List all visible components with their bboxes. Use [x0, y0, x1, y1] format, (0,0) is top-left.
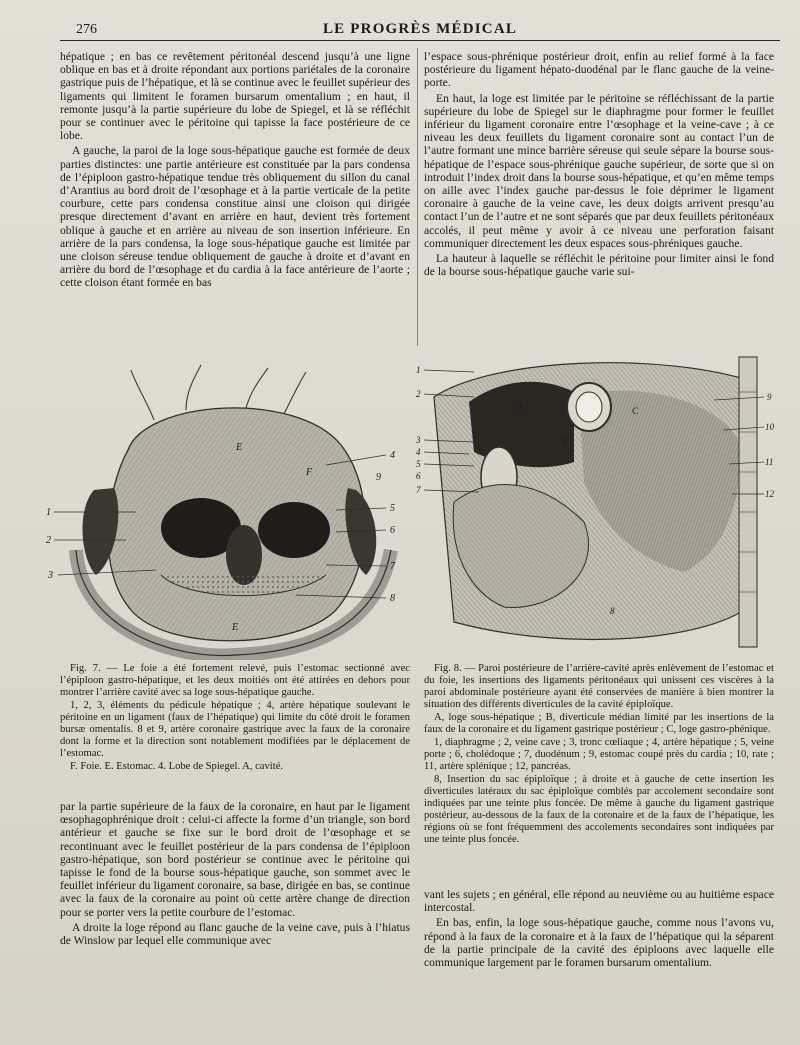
figure-label: A: [268, 512, 275, 523]
figure-label: 3: [416, 435, 421, 445]
caption-paragraph: 1, diaphragme ; 2, veine cave ; 3, tronc cœliaque ; 4, artère hépatique ; 5, veine porte ; 6, cholédoque ; 7, duodénum ; 9, estomac coupé près du cardia ; 10, rate ; 11, artère splénique ; 12, pancréas.: [424, 737, 774, 772]
figure-label: 3: [48, 570, 53, 581]
caption-paragraph: Fig. 7. — Le foie a été fortement relevé, puis l’estomac sectionné avec l’épiploon gastro-hépatique, et les deux moitiés ont été attirées en dehors pour montrer l’arrière cavité avec sa loge sous-hépatique gauche.: [60, 663, 410, 698]
paragraph: par la partie supérieure de la faux de la coronaire, en haut par le ligament œsophagophrénique droit : celui-ci affecte la forme d’un triangle, son bord antérieur et gauche se fixe sur le bord droit de l’œsophage et se recontinuant avec le feuillet postérieur de la pars condensa de l’épiploon gastro-hépatique, son bord postérieur se continue avec le péritoine qui tapisse le fond de la bourse sous-hépatique gauche, son sommet avec le feuillet inférieur du ligament coronaire, sa base, dirigée en bas, se continue avec la faux de la coronaire au point où cette artère change de direction pour se porter vers la petite courbure de l’estomac.: [60, 800, 410, 919]
figure-label: 9: [376, 472, 381, 483]
right-column-bottom: [424, 888, 774, 1040]
figure-label: 6: [416, 471, 421, 481]
figure-8-anatomical-illustration: [414, 352, 784, 654]
left-column-bottom: [60, 800, 410, 1040]
spine-column: [739, 357, 757, 647]
figure-label: 4: [416, 447, 421, 457]
figure-label: 1: [416, 365, 421, 375]
figure-label: 2: [46, 535, 51, 546]
figure-label: 4: [390, 450, 395, 461]
caption-paragraph: F. Foie. E. Estomac. 4. Lobe de Spiegel. A, cavité.: [70, 761, 284, 772]
right-column-top: [424, 50, 774, 343]
figure-label: F: [306, 467, 313, 478]
paragraph: La hauteur à laquelle se réfléchit le péritoine pour limiter ainsi le fond de la bourse sous-hépatique gauche varie sui-: [424, 252, 774, 279]
figure-label: C: [632, 406, 639, 416]
figure-label: 7: [390, 561, 395, 572]
column-divider: [417, 48, 418, 346]
figure-label: 2: [416, 389, 421, 399]
figure-label: 8: [610, 606, 615, 616]
paragraph: En haut, la loge est limitée par le péritoine se réfléchissant de la partie supérieure du lobe de Spiegel sur le diaphragme pour former le feuillet inférieur du ligament coronaire entre l’œsophage et la veine-cave ; à ce niveau les deux feuillets du ligament coronaire sont au contact l’un de l’autre formant une mince barrière séreuse qui seule sépare la bourse sous-hépatique de l’espace sous-phrénique gauche supérieur, de sorte que si on introduit l’index droit dans la bourse sous-hépatique, et qu’en même temps on aille avec l’index gauche par-dessus le foie déprimer le ligament coronaire à gauche de la veine cave, les deux doigts arrivent presqu’au contact l’un de l’autre et ne sont séparés que par deux feuillets péritonéaux accolés, il peut même y avoir à ce niveau une perforation faisant communiquer directement les deux espaces sous-phréniques gauche.: [424, 91, 774, 250]
cavity-dark: [258, 502, 330, 558]
caption-paragraph: 1, 2, 3, éléments du pédicule hépatique ; 4, artère hépatique soulevant le péritoine en un ligament (faux de l’hépatique) qui limite du côté droit le foramen bursæ omentalis. 8 et 9, artère coronaire gastrique avec la faux de la coronaire dont la forme et la direction sont notablement modifiées par le déplacement de l’estomac.: [60, 700, 410, 759]
caption-paragraph: Fig. 8. — Paroi postérieure de l’arrière-cavité après enlèvement de l’estomac et du foie, les insertions des ligaments péritonéaux qui unissent ces viscères à la paroi abdominale postérieure ayant été conservées de manière à bien montrer la situation des différents diverticules de la cavité épiploïque.: [424, 663, 774, 710]
figure-label: 8: [390, 593, 395, 604]
figure-label: A: [518, 402, 524, 412]
paragraph: En bas, enfin, la loge sous-hépatique gauche, comme nous l’avons vu, répond à la faux de la coronaire et à la faux de l’hépatique qui la séparent de la partie principale de la cavité des épiploons avec laquelle elle communique largement par le foramen bursarum omentalium.: [424, 916, 774, 970]
figure-label: 1: [46, 507, 51, 518]
figure-label: 10: [765, 422, 774, 432]
figure-7-anatomical-illustration: [36, 360, 414, 660]
paragraph: vant les sujets ; en général, elle répond au neuvième ou au huitième espace intercostal.: [424, 888, 774, 915]
left-column-top: [60, 50, 410, 343]
journal-title: LE PROGRÈS MÉDICAL: [322, 21, 518, 37]
caption-paragraph: 8, Insertion du sac épiploïque ; à droite et à gauche de cette insertion les diverticules latéraux du sac épiploïque comblés par accolement secondaire sont indiquées par une teinte plus foncée. De même à gauche du ligament gastrique postérieur, au-dessous de la faux de la coronaire et de la faux de l’hépatique, les régions où se font fréquemment des accolements secondaires sont indiquées par une teinte plus foncée.: [424, 774, 774, 845]
paragraph: l’espace sous-phrénique postérieur droit, enfin au relief formé à la face postérieure du ligament hépato-duodénal par le flanc gauche de la veine-porte.: [424, 50, 774, 90]
caption-paragraph: A, loge sous-hépatique ; B, diverticule médian limité par les insertions de la faux de la coronaire et du ligament gastrique postérieur ; C, loge gastro-phénique.: [424, 712, 774, 735]
figure-label: 6: [390, 525, 395, 536]
figure-label: B: [562, 436, 568, 446]
paragraph: A droite la loge répond au flanc gauche de la veine cave, puis à l’hiatus de Winslow par lequel elle communique avec: [60, 920, 410, 948]
figure-8-caption: [424, 663, 774, 885]
figure-label: 11: [765, 457, 774, 467]
figure-label: 7: [416, 485, 421, 495]
figure-label: 5: [390, 503, 395, 514]
figure-label: E: [232, 622, 239, 633]
figure-label: 9: [767, 392, 772, 402]
page-header: [60, 18, 780, 41]
paragraph: A gauche, la paroi de la loge sous-hépatique gauche est formée de deux parties distinctes: une partie antérieure est constituée par la pars condensa de l’épiploon gastro-hépatique tendue très obliquement du sillon du canal d’Arantius au bord droit de l’œsophage et à la partie verticale de la petite courbure, cette pars condensa constitue ainsi une cloison qui dirigée presque directement d’avant en arrière en haut, devient très fortement oblique à gauche et en arrière au niveau de son insertion inférieure. En arrière de la pars condensa, la loge sous-hépatique gauche est limitée par une cloison séreuse tendue obliquement de gauche à droite et d’avant en arrière du bord de l’œsophage et du cardia à la face antérieure de l’aorte ; cette cloison étant formée en bas: [60, 144, 410, 290]
page-number: 276: [76, 22, 97, 37]
figure-7-caption: [60, 663, 410, 795]
figure-label: E: [236, 442, 243, 453]
figure-label: 5: [416, 459, 421, 469]
figure-label: 12: [765, 489, 774, 499]
paragraph: hépatique ; en bas ce revêtement péritonéal descend jusqu’à une ligne oblique en bas et à droite répondant aux portions pariétales de la coronaire gastrique puis de l’hépatique, et là se continue avec le feuillet supérieur des ligaments qui limitent le foramen bursarum omentalium ; en haut, il remonte jusqu’à la partie supérieure du lobe de Spiegel, et là se réfléchit pour se continuer avec le péritoine qui tapisse la face postérieure de ce lobe.: [60, 50, 410, 143]
